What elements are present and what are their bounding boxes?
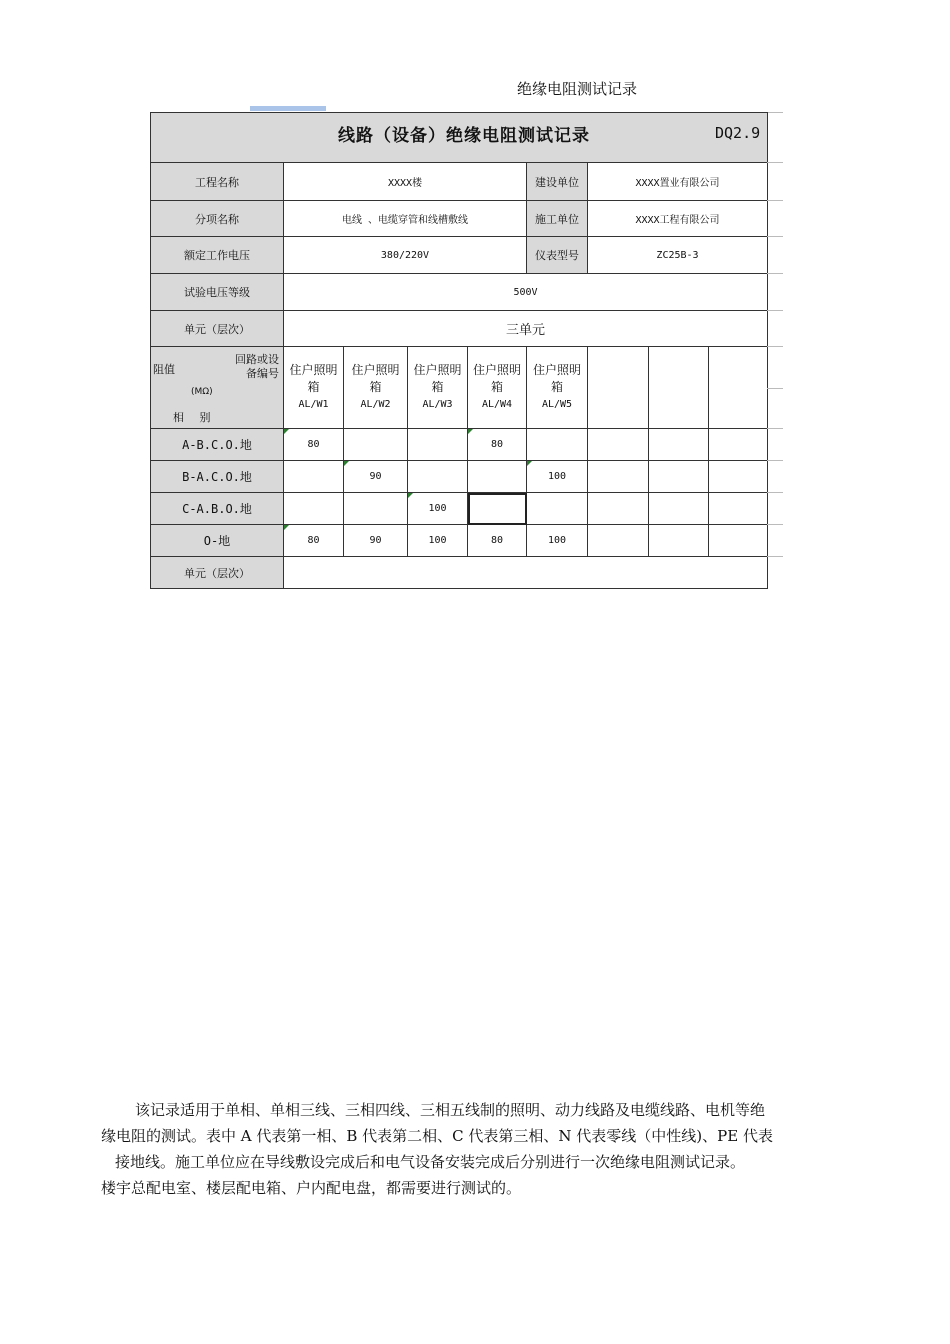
test-voltage-label: 试验电压等级 (151, 274, 284, 311)
gridline (767, 346, 783, 347)
value-cell[interactable] (649, 429, 709, 461)
table-row (151, 461, 768, 493)
column-code: AL/W4 (481, 399, 513, 410)
test-voltage-value[interactable]: 500V (284, 274, 768, 311)
value-cell[interactable] (408, 461, 468, 493)
table-row (151, 429, 768, 461)
value-cell[interactable]: 80 (284, 525, 344, 557)
rated-voltage-value[interactable]: 380/220V (284, 237, 527, 274)
phase-cell: B-A.C.O.地 (151, 461, 284, 493)
column-header (344, 347, 408, 429)
column-name: 住户照明箱 (351, 363, 400, 394)
value-cell[interactable]: 100 (408, 493, 468, 525)
selected-column-indicator (250, 106, 326, 111)
insulation-test-table (150, 112, 768, 589)
header-corner-cell (151, 347, 284, 429)
project-name-value[interactable]: XXXX楼 (284, 163, 527, 201)
description-paragraph (101, 1097, 841, 1201)
meter-value[interactable]: ZC25B-3 (588, 237, 768, 274)
value-cell[interactable]: 90 (344, 525, 408, 557)
unit-label-2: 单元（层次） (151, 557, 284, 589)
contractor-label: 施工单位 (527, 201, 588, 237)
spreadsheet-record (150, 106, 783, 592)
value-cell[interactable] (649, 525, 709, 557)
unit-value[interactable]: 三单元 (284, 311, 768, 347)
column-name: 住户照明箱 (473, 363, 522, 394)
gridline (767, 273, 783, 274)
rated-voltage-label: 额定工作电压 (151, 237, 284, 274)
resistance-label: 阻值 (153, 363, 175, 376)
column-code: AL/W3 (422, 399, 453, 410)
gridline (767, 310, 783, 311)
gridline (767, 428, 783, 429)
column-header (588, 347, 649, 429)
gridline (767, 556, 783, 557)
gridline (767, 492, 783, 493)
value-cell[interactable] (468, 461, 527, 493)
gridline (767, 162, 783, 163)
gridline (767, 524, 783, 525)
table-row (151, 493, 768, 525)
column-code: AL/W2 (360, 399, 391, 410)
value-cell[interactable]: 80 (468, 525, 527, 557)
owner-label: 建设单位 (527, 163, 588, 201)
meter-label: 仪表型号 (527, 237, 588, 274)
value-cell[interactable] (284, 461, 344, 493)
column-code: AL/W1 (298, 399, 329, 410)
column-header (709, 347, 768, 429)
value-cell[interactable] (588, 525, 649, 557)
table-title: 线路（设备）绝缘电阻测试记录 (338, 126, 590, 146)
value-cell[interactable] (344, 429, 408, 461)
value-cell[interactable]: 80 (468, 429, 527, 461)
value-cell[interactable] (709, 461, 768, 493)
contractor-value[interactable]: XXXX工程有限公司 (588, 201, 768, 237)
value-cell[interactable]: 90 (344, 461, 408, 493)
subitem-value[interactable]: 电线 、电缆穿管和线槽敷线 (284, 201, 527, 237)
column-header (468, 347, 527, 429)
description-line: 楼宇总配电室、楼层配电箱、户内配电盘，都需要进行测试的。 (101, 1179, 522, 1197)
value-cell[interactable] (527, 493, 588, 525)
owner-value[interactable]: XXXX置业有限公司 (588, 163, 768, 201)
column-name: 住户照明箱 (533, 363, 582, 394)
value-cell[interactable] (284, 493, 344, 525)
form-code: DQ2.9 (715, 124, 761, 142)
value-cell[interactable] (344, 493, 408, 525)
value-cell[interactable] (649, 493, 709, 525)
value-cell[interactable]: 100 (408, 525, 468, 557)
project-name-label: 工程名称 (151, 163, 284, 201)
column-header (649, 347, 709, 429)
unit-value-2[interactable] (284, 557, 768, 589)
column-header (408, 347, 468, 429)
gridline (767, 460, 783, 461)
column-name: 住户照明箱 (289, 363, 338, 394)
description-line: 缘电阻的测试。表中 A 代表第一相、B 代表第二相、C 代表第三相、N 代表零线（中性线)、PE 代表 (101, 1127, 773, 1145)
column-code: AL/W5 (541, 399, 573, 410)
unit-label: 单元（层次） (151, 311, 284, 347)
table-title-cell (151, 113, 768, 163)
value-cell[interactable] (588, 429, 649, 461)
value-cell[interactable] (649, 461, 709, 493)
table-row (151, 525, 768, 557)
subitem-label: 分项名称 (151, 201, 284, 237)
column-name: 住户照明箱 (413, 363, 462, 394)
sheet-gridline-extension (767, 112, 783, 592)
value-cell[interactable] (588, 493, 649, 525)
unit-mohm-label: (MΩ) (191, 387, 213, 397)
gridline (767, 200, 783, 201)
phase-cell: A-B.C.O.地 (151, 429, 284, 461)
selected-cell[interactable] (468, 493, 527, 525)
value-cell[interactable] (588, 461, 649, 493)
page-heading: 绝缘电阻测试记录 (517, 80, 638, 98)
phase-cell: C-A.B.O.地 (151, 493, 284, 525)
value-cell[interactable]: 100 (527, 461, 588, 493)
gridline (767, 388, 783, 389)
value-cell[interactable]: 80 (284, 429, 344, 461)
value-cell[interactable] (408, 429, 468, 461)
value-cell[interactable] (527, 429, 588, 461)
value-cell[interactable] (709, 429, 768, 461)
phase-label: 相 别 (173, 411, 217, 424)
circuit-label: 回路或设备编号 (235, 353, 279, 380)
value-cell[interactable]: 100 (527, 525, 588, 557)
value-cell[interactable] (709, 493, 768, 525)
column-header (284, 347, 344, 429)
description-line: 接地线。施工单位应在导线敷设完成后和电气设备安装完成后分别进行一次绝缘电阻测试记录。 (115, 1153, 746, 1171)
description-line: 该记录适用于单相、单相三线、三相四线、三相五线制的照明、动力线路及电缆线路、电机等绝 (135, 1101, 766, 1119)
phase-cell: O-地 (151, 525, 284, 557)
value-cell[interactable] (709, 525, 768, 557)
column-header (527, 347, 588, 429)
gridline (767, 236, 783, 237)
